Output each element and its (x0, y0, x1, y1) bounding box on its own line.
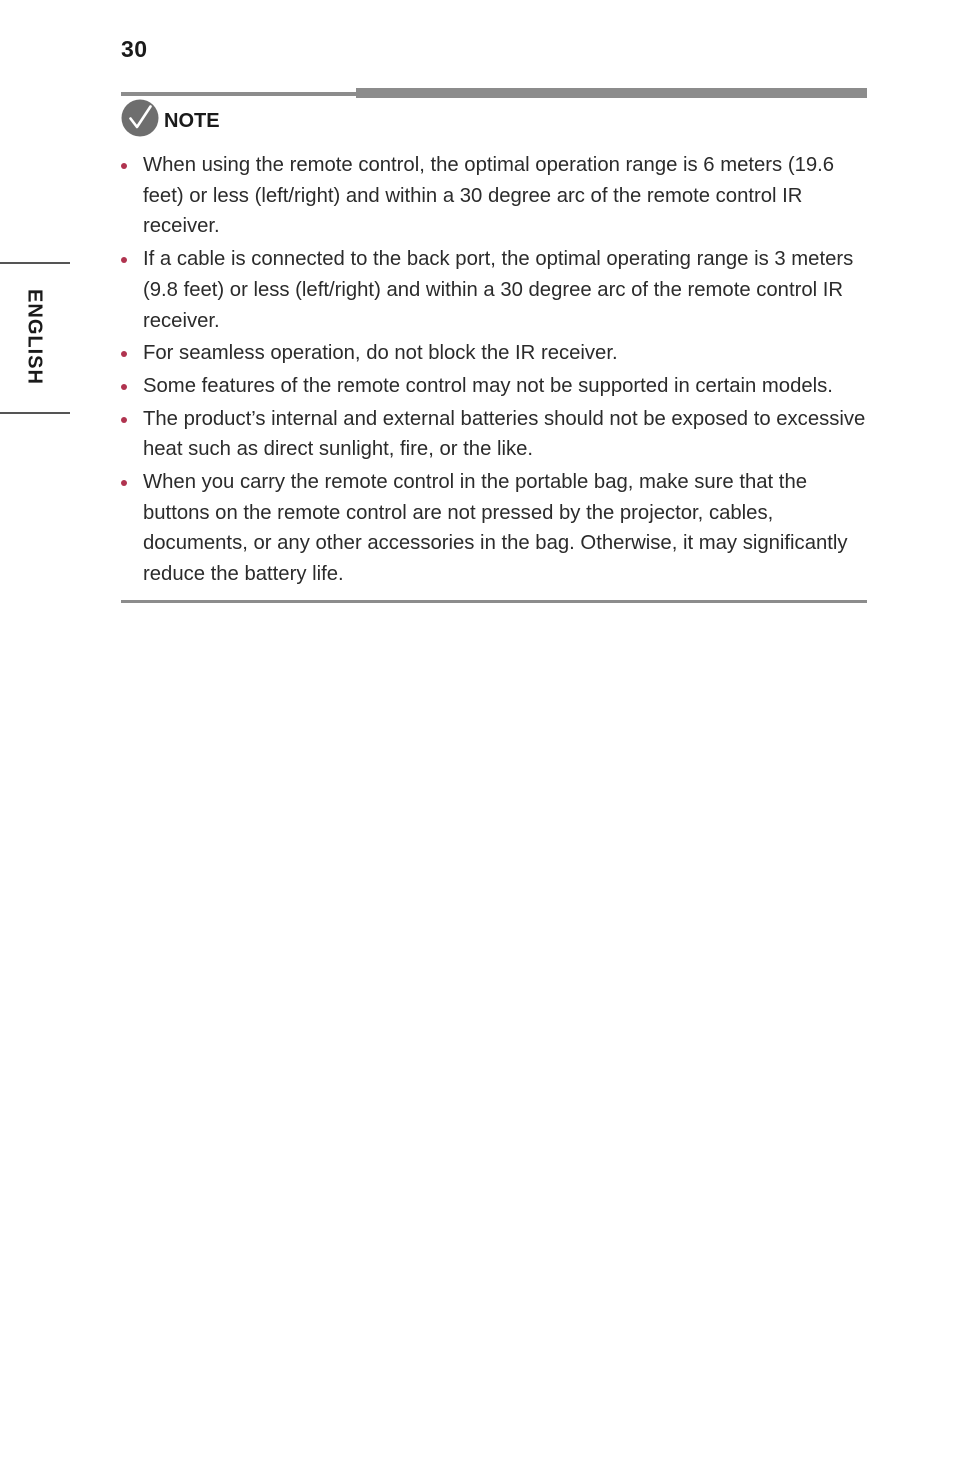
bullet-icon (121, 384, 127, 390)
bullet-icon (121, 417, 127, 423)
note-item-text: If a cable is connected to the back port, the optimal operating range is 3 meters (9.8 feet) or less (left/right) and within a 30 degree arc of the remote control IR receiver. (143, 248, 854, 332)
language-tab-label: ENGLISH (23, 289, 46, 385)
note-bottom-divider (121, 600, 867, 603)
note-item (121, 244, 867, 336)
note-item-text: Some features of the remote control may not be supported in certain models. (143, 374, 833, 397)
note-item (121, 338, 867, 369)
note-item-text: When using the remote control, the optimal operation range is 6 meters (19.6 feet) or less (left/right) and within a 30 degree arc of the remote control IR receiver. (143, 154, 835, 238)
note-item-text: The product’s internal and external batteries should not be exposed to excessive heat such as direct sunlight, fire, or the like. (143, 407, 866, 461)
note-top-divider-bar (356, 88, 867, 98)
bullet-icon (121, 163, 127, 169)
note-item (121, 150, 867, 242)
bullet-icon (121, 257, 127, 263)
checkmark-icon (121, 99, 159, 137)
note-item (121, 404, 867, 465)
note-item (121, 371, 867, 402)
note-heading: NOTE (164, 110, 220, 132)
note-item-text: When you carry the remote control in the portable bag, make sure that the buttons on the remote control are not pressed by the projector, cables, documents, or any other accessories in the bag. Otherwise, it may significantly reduce the battery life. (143, 471, 848, 586)
note-item (121, 467, 867, 590)
note-item-text: For seamless operation, do not block the IR receiver. (143, 342, 618, 365)
note-list (121, 150, 867, 592)
bullet-icon (121, 480, 127, 486)
bullet-icon (121, 351, 127, 357)
page-number: 30 (121, 36, 148, 62)
